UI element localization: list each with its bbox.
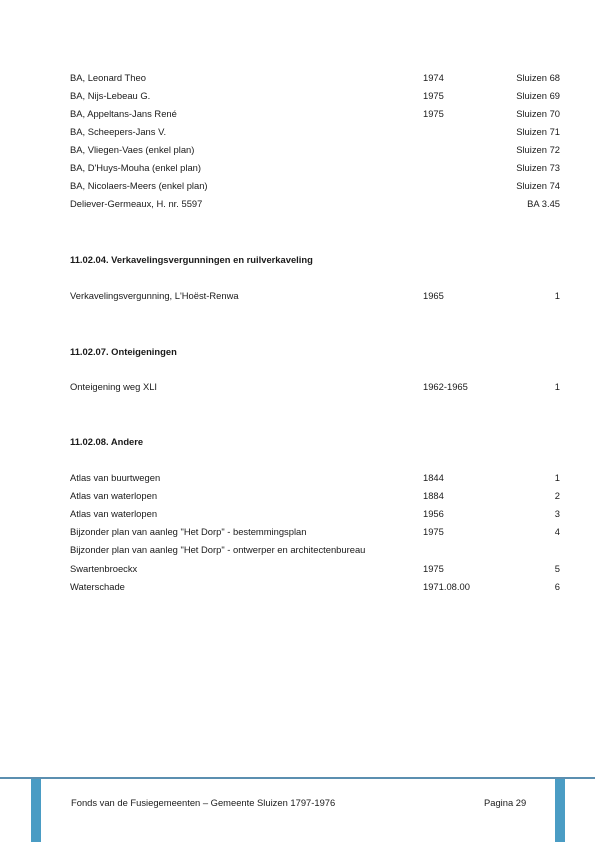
entry-ref: 6 xyxy=(554,581,560,592)
entry-name: BA, Nicolaers-Meers (enkel plan) xyxy=(70,180,208,191)
entry-name: BA, Vliegen-Vaes (enkel plan) xyxy=(70,144,195,155)
entry-ref: Sluizen 69 xyxy=(516,90,560,101)
section-heading: 11.02.04. Verkavelingsvergunningen en ruilverkaveling xyxy=(70,254,313,265)
table-row xyxy=(70,72,560,90)
entry-name: Onteigening weg XLI xyxy=(70,381,158,392)
entry-ref: BA 3.45 xyxy=(527,198,560,209)
entry-ref: 5 xyxy=(554,563,560,574)
footer-accent-bar-right xyxy=(555,779,565,842)
entry-year: 1962-1965 xyxy=(423,381,468,392)
entry-name: BA, D'Huys-Mouha (enkel plan) xyxy=(70,162,202,173)
entry-name: Waterschade xyxy=(70,581,125,592)
entry-name: Atlas van buurtwegen xyxy=(70,472,161,483)
entry-name: Bijzonder plan van aanleg "Het Dorp" - ontwerper en architectenbureau xyxy=(70,544,366,555)
table-row xyxy=(70,472,560,490)
table-row xyxy=(70,563,560,581)
entry-ref: Sluizen 73 xyxy=(516,162,560,173)
entry-ref: 1 xyxy=(554,472,560,483)
entry-ref: 4 xyxy=(554,526,560,537)
entry-name: Deliever-Germeaux, H. nr. 5597 xyxy=(70,198,203,209)
entry-name: Atlas van waterlopen xyxy=(70,490,158,501)
entry-ref: Sluizen 70 xyxy=(516,108,560,119)
table-row xyxy=(70,90,560,108)
entry-ref: Sluizen 74 xyxy=(516,180,560,191)
table-row xyxy=(70,526,560,544)
entry-name: BA, Scheepers-Jans V. xyxy=(70,126,167,137)
section-heading: 11.02.07. Onteigeningen xyxy=(70,346,177,357)
table-row xyxy=(70,290,560,308)
table-row xyxy=(70,180,560,198)
entry-ref: 1 xyxy=(554,290,560,301)
entry-year: 1971.08.00 xyxy=(423,581,470,592)
table-row xyxy=(70,126,560,144)
table-row xyxy=(70,508,560,526)
entry-year: 1975 xyxy=(423,90,444,101)
entry-year: 1965 xyxy=(423,290,444,301)
table-row xyxy=(70,144,560,162)
entry-name: BA, Leonard Theo xyxy=(70,72,146,83)
entry-name: BA, Appeltans-Jans René xyxy=(70,108,177,119)
entry-name: Verkavelingsvergunning, L'Hoëst-Renwa xyxy=(70,290,239,301)
entry-ref: Sluizen 68 xyxy=(516,72,560,83)
entry-name: Atlas van waterlopen xyxy=(70,508,158,519)
section-heading: 11.02.08. Andere xyxy=(70,436,144,447)
footer-accent-bar-left xyxy=(31,779,41,842)
entry-ref: Sluizen 71 xyxy=(516,126,560,137)
entry-name: Bijzonder plan van aanleg "Het Dorp" - bestemmingsplan xyxy=(70,526,307,537)
table-row xyxy=(70,581,560,599)
entry-name: BA, Nijs-Lebeau G. xyxy=(70,90,151,101)
table-row xyxy=(70,544,560,562)
entry-year: 1884 xyxy=(423,490,444,501)
entry-ref: 3 xyxy=(554,508,560,519)
table-row xyxy=(70,490,560,508)
entry-name: Swartenbroeckx xyxy=(70,563,138,574)
entry-year: 1974 xyxy=(423,72,444,83)
footer-title: Fonds van de Fusiegemeenten – Gemeente Sluizen 1797-1976 xyxy=(71,797,336,808)
entry-year: 1844 xyxy=(423,472,444,483)
entry-year: 1975 xyxy=(423,526,444,537)
table-row xyxy=(70,198,560,216)
table-row xyxy=(70,108,560,126)
entry-ref: Sluizen 72 xyxy=(516,144,560,155)
entry-ref: 1 xyxy=(554,381,560,392)
entry-year: 1975 xyxy=(423,108,444,119)
table-row xyxy=(70,162,560,180)
entry-year: 1975 xyxy=(423,563,444,574)
footer-divider xyxy=(0,777,595,779)
page-number: Pagina 29 xyxy=(484,797,527,808)
entry-ref: 2 xyxy=(554,490,560,501)
entry-year: 1956 xyxy=(423,508,444,519)
table-row xyxy=(70,381,560,399)
